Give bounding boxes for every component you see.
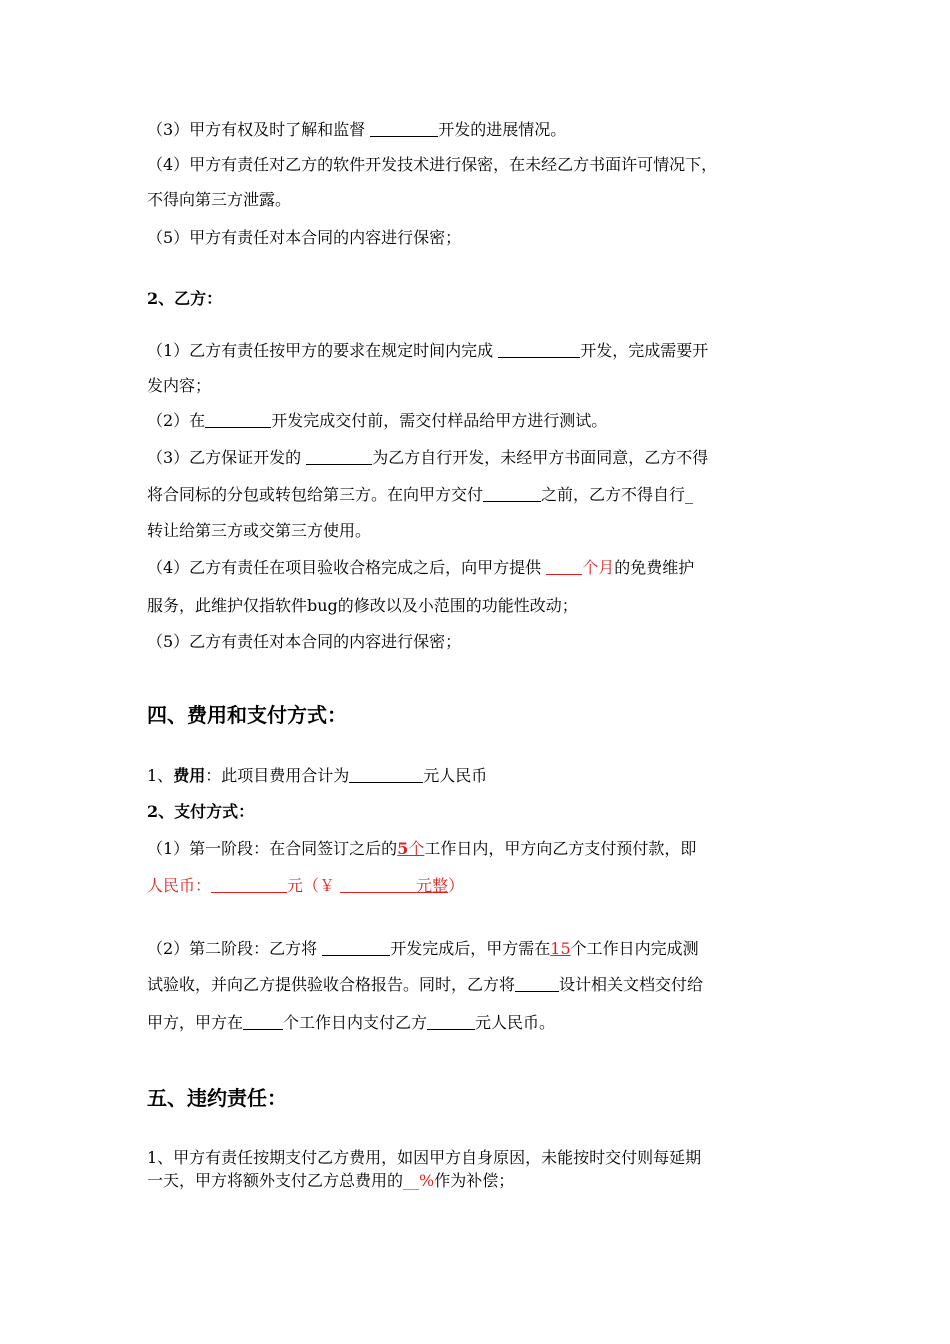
- payment-stage-1-line-2: [147, 876, 464, 896]
- days-number: 5: [397, 839, 409, 858]
- section-5-heading: [147, 1086, 287, 1110]
- clause-text: ：此项目费用合计为: [205, 766, 350, 785]
- blank-field: [306, 448, 372, 465]
- clause-text: ）: [448, 876, 465, 895]
- clause-text: 设计相关文档交付给: [559, 975, 704, 994]
- party-b-clause-4-line-2: [147, 596, 578, 616]
- heading-text: 2、乙方：: [147, 289, 223, 308]
- party-b-clause-3-line-3: [147, 521, 371, 541]
- clause-text: 元人民币。: [475, 1013, 556, 1032]
- clause-text: 为乙方自行开发，未经甲方书面同意，乙方不得: [372, 448, 709, 467]
- clause-text: 工作日内，甲方向乙方支付预付款，即: [424, 839, 697, 858]
- payment-stage-1-line-1: [147, 839, 696, 859]
- breach-clause-1-line-1: [147, 1148, 701, 1168]
- clause-text: 开发，完成需要开: [580, 341, 709, 360]
- percent-blank: __%: [403, 1171, 435, 1190]
- months-text: 个月: [582, 558, 615, 577]
- clause-text: 将合同标的分包或转包给第三方。在向甲方交付: [147, 485, 484, 504]
- party-a-clause-5: [147, 228, 461, 248]
- clause-text: 转让给第三方或交第三方使用。: [147, 521, 372, 540]
- clause-text: （4）甲方有责任对乙方的软件开发技术进行保密，在未经乙方书面许可情况下，: [147, 155, 718, 174]
- fee-line: [147, 766, 487, 786]
- payment-method-heading: [147, 802, 254, 822]
- clause-text: 试验收，并向乙方提供验收合格报告。同时，乙方将: [147, 975, 516, 994]
- clause-text: 一天，甲方将额外支付乙方总费用的: [147, 1171, 404, 1190]
- blank-field: [370, 120, 438, 137]
- blank-field: [340, 876, 416, 893]
- blank-field: [211, 876, 287, 893]
- clause-text: 个工作日内支付乙方: [283, 1013, 428, 1032]
- clause-text: 人民币：: [147, 876, 212, 895]
- clause-text: （5）乙方有责任对本合同的内容进行保密；: [147, 632, 462, 651]
- clause-text: 开发的进展情况。: [438, 120, 567, 139]
- clause-text: 发内容；: [147, 376, 212, 395]
- clause-text: 元（￥: [287, 876, 341, 895]
- clause-text: （1）第一阶段：在合同签订之后的: [147, 839, 398, 858]
- blank-field: [349, 766, 423, 783]
- party-b-clause-4-line-1: [147, 558, 694, 578]
- section-4-heading: [147, 703, 347, 727]
- clause-number: 1、: [147, 766, 174, 785]
- clause-text: 之前，乙方不得自行_: [541, 485, 694, 504]
- clause-text: （3）乙方保证开发的: [147, 448, 307, 467]
- blank-field: [498, 341, 580, 358]
- fee-label: 费用: [173, 766, 206, 785]
- heading-text: 五、违约责任：: [147, 1086, 287, 1110]
- party-b-clause-1-line-1: [147, 341, 708, 361]
- clause-text: （2）在: [147, 411, 206, 430]
- party-a-clause-4-line-2: [147, 190, 291, 210]
- blank-field: [322, 939, 390, 956]
- heading-text: 2、支付方式：: [147, 802, 255, 821]
- days-number: 15: [550, 939, 571, 958]
- clause-text: 1、甲方有责任按期支付乙方费用，如因甲方自身原因，未能按时交付则每延期: [147, 1148, 702, 1167]
- party-b-clause-2: [147, 411, 607, 431]
- clause-text: （5）甲方有责任对本合同的内容进行保密；: [147, 228, 462, 247]
- clause-text: （1）乙方有责任按甲方的要求在规定时间内完成: [147, 341, 499, 360]
- blank-field: [427, 1013, 475, 1030]
- clause-text: 服务，此维护仅指软件bug的修改以及小范围的功能性改动；: [147, 596, 578, 615]
- clause-text: 作为补偿；: [434, 1171, 515, 1190]
- payment-stage-2-line-3: [147, 1013, 555, 1033]
- clause-text: 元人民币: [423, 766, 488, 785]
- party-b-clause-3-line-1: [147, 448, 708, 468]
- clause-text: 开发完成交付前，需交付样品给甲方进行测试。: [271, 411, 608, 430]
- party-b-heading: [147, 289, 222, 309]
- clause-text: 个工作日内完成测: [570, 939, 699, 958]
- blank-field: [243, 1013, 283, 1030]
- clause-text: （3）甲方有权及时了解和监督: [147, 120, 371, 139]
- party-b-clause-1-line-2: [147, 376, 211, 396]
- clause-text: 的免费维护: [614, 558, 695, 577]
- clause-text: （4）乙方有责任在项目验收合格完成之后，向甲方提供: [147, 558, 547, 577]
- breach-clause-1-line-2: [147, 1171, 514, 1191]
- payment-stage-2-line-1: [147, 939, 699, 959]
- clause-text: （2）第二阶段：乙方将: [147, 939, 323, 958]
- blank-field: [515, 975, 559, 992]
- blank-field: [546, 558, 582, 575]
- heading-text: 四、费用和支付方式：: [147, 703, 347, 727]
- party-b-clause-3-line-2: [147, 485, 693, 505]
- clause-text: 不得向第三方泄露。: [147, 190, 292, 209]
- blank-field: [205, 411, 271, 428]
- clause-text: 开发完成后，甲方需在: [390, 939, 551, 958]
- party-a-clause-4-line-1: [147, 155, 717, 175]
- blank-field: [483, 485, 541, 502]
- party-a-clause-3: [147, 120, 566, 140]
- days-unit: 个: [408, 839, 425, 858]
- amount-unit: 元整: [416, 876, 449, 895]
- payment-stage-2-line-2: [147, 975, 703, 995]
- clause-text: 甲方，甲方在: [147, 1013, 244, 1032]
- party-b-clause-5: [147, 632, 461, 652]
